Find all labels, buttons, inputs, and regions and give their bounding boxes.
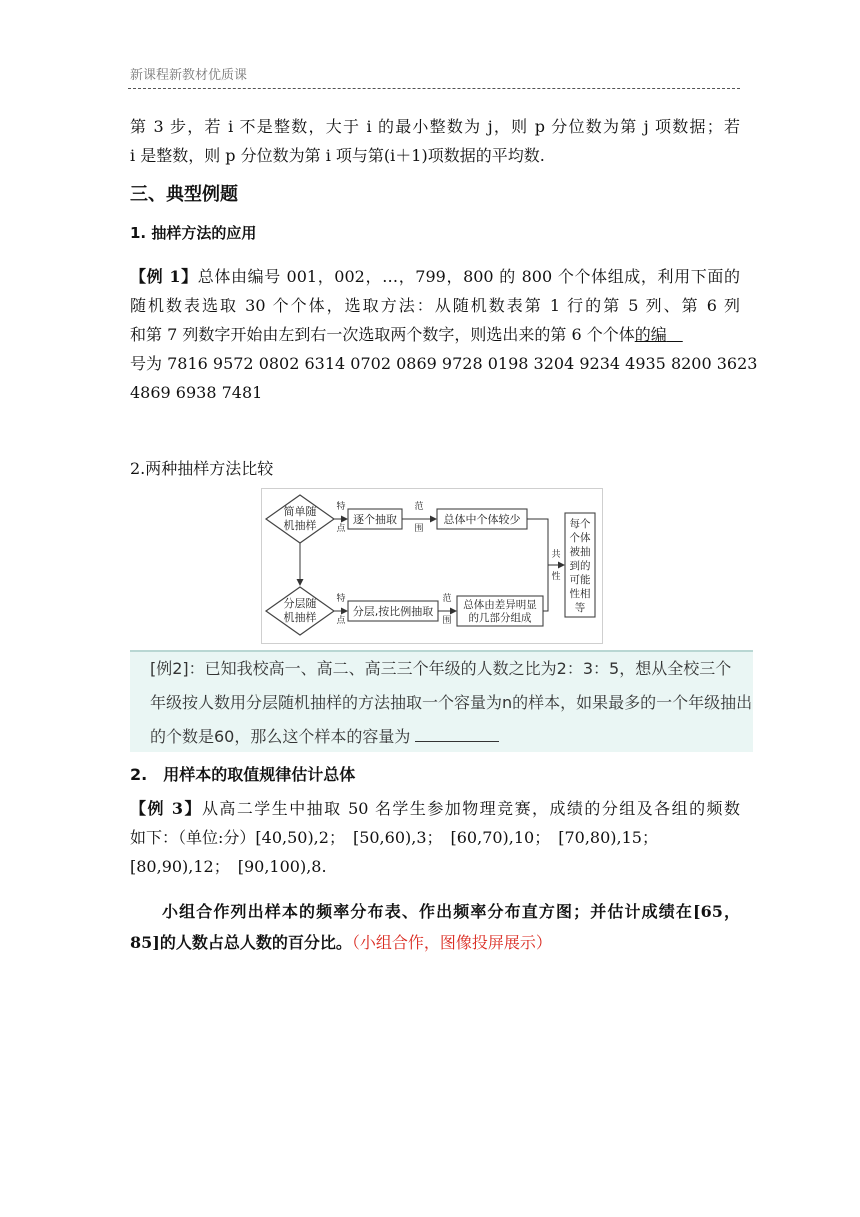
step3-line-2: i 是整数，则 p 分位数为第 i 项与第(i＋1)项数据的平均数. <box>130 146 545 165</box>
example3-task-line-2-text: 85]的人数占总人数的百分比。 <box>130 933 352 952</box>
example3-line-1-text: 从高二学生中抽取 50 名学生参加物理竞赛，成绩的分组及各组的频数 <box>201 799 740 818</box>
stratified-label-2: 机抽样 <box>283 611 317 624</box>
range-label-top-2: 围 <box>414 524 424 534</box>
diagram-svg <box>262 489 602 643</box>
feature-label-top-1: 特 <box>336 502 346 512</box>
header-divider <box>128 88 740 89</box>
example2-line-2: 年级按人数用分层随机抽样的方法抽取一个容量为n的样本，如果最多的一个年级抽出 <box>150 693 753 712</box>
example1-line-1 <box>130 262 740 291</box>
example1-line-3a: 和第 7 列数字开始由左到右一次选取两个数字，则选出来的第 6 个个体 <box>130 325 635 344</box>
equal-prob-4: 到的 <box>569 560 591 572</box>
group-work-note: （小组合作，图像投屏展示） <box>351 933 552 952</box>
example2-line-3 <box>150 720 740 754</box>
equal-prob-7: 等 <box>574 602 586 614</box>
example2-line-3-text: 的个数是60，那么这个样本的容量为 <box>150 727 411 746</box>
subsection-sampling-application: 1. 抽样方法的应用 <box>130 224 257 242</box>
example3-line-3: [80,90),12； [90,100),8. <box>130 857 327 876</box>
example1-line-1-text: 总体由编号 001，002，…，799，800 的 800 个个体组成，利用下面的 <box>197 267 740 286</box>
example1-tag: 【例 1】 <box>130 267 198 286</box>
proportional-label: 分层,按比例抽取 <box>352 605 434 618</box>
step3-line-1: 第 3 步，若 i 不是整数，大于 i 的最小整数为 j，则 p 分位数为第 j 项数据；若 <box>130 117 740 136</box>
diff-parts-label-1: 总体由差异明显 <box>463 599 537 611</box>
common-label-1: 共 <box>551 550 561 560</box>
example2-line-1: [例2]：已知我校高一、高二、高三三个年级的人数之比为2：3：5，想从全校三个 <box>150 659 732 678</box>
subsection-sample-estimate: 2. 用样本的取值规律估计总体 <box>130 765 356 784</box>
range-label-bottom-2: 围 <box>442 616 452 626</box>
simple-random-label-2: 机抽样 <box>283 519 317 532</box>
range-label-bottom-1: 范 <box>442 594 452 604</box>
step3-paragraph <box>130 112 740 170</box>
equal-prob-3: 被抽 <box>569 546 591 558</box>
subsection-compare-methods: 2.两种抽样方法比较 <box>130 459 274 478</box>
example1-paragraph <box>130 262 758 407</box>
example1-line-5: 4869 6938 7481 <box>130 383 263 402</box>
small-population-label: 总体中个体较少 <box>443 513 521 526</box>
equal-prob-6: 性相 <box>569 588 591 600</box>
sampling-comparison-diagram <box>261 488 603 644</box>
range-label-top-1: 范 <box>414 502 424 512</box>
equal-prob-2: 个体 <box>569 532 591 544</box>
example3-line-2: 如下：（单位:分）[40,50),2； [50,60),3； [60,70),10； [70,80),15； <box>130 828 658 847</box>
example3-task-line-2 <box>130 928 740 957</box>
example3-tag: 【例 3】 <box>130 799 202 818</box>
one-by-one-label: 逐个抽取 <box>353 513 397 526</box>
equal-probability-text <box>570 517 591 614</box>
common-label-2: 性 <box>551 572 561 582</box>
stratified-label-1: 分层随 <box>283 597 317 610</box>
simple-random-label-1: 简单随 <box>283 505 317 518</box>
example3-line-1 <box>130 794 740 823</box>
example1-line-3 <box>130 320 740 349</box>
section-title-examples: 三、典型例题 <box>130 184 238 205</box>
page-header: 新课程新教材优质课 <box>130 68 248 83</box>
example3-task-line-1: 小组合作列出样本的频率分布表、作出频率分布直方图；并估计成绩在[65， <box>162 902 740 921</box>
example3-paragraph <box>130 794 740 881</box>
feature-label-bottom-2: 点 <box>336 616 346 626</box>
example1-line-2: 随机数表选取 30 个个体，选取方法：从随机数表第 1 行的第 5 列、第 6 列 <box>130 296 740 315</box>
equal-prob-1: 每个 <box>569 518 591 530</box>
diff-parts-label-2: 的几部分组成 <box>468 612 532 624</box>
equal-prob-5: 可能 <box>569 574 591 586</box>
example3-task <box>162 897 740 926</box>
example1-line-4: 号为 7816 9572 0802 6314 0702 0869 9728 0198 3204 9234 4935 8200 3623 <box>130 354 758 373</box>
feature-label-bottom-1: 特 <box>336 594 346 604</box>
example1-line-3b: 的编 <box>634 325 667 344</box>
example2-answer-blank <box>415 725 499 742</box>
feature-label-top-2: 点 <box>336 524 346 534</box>
